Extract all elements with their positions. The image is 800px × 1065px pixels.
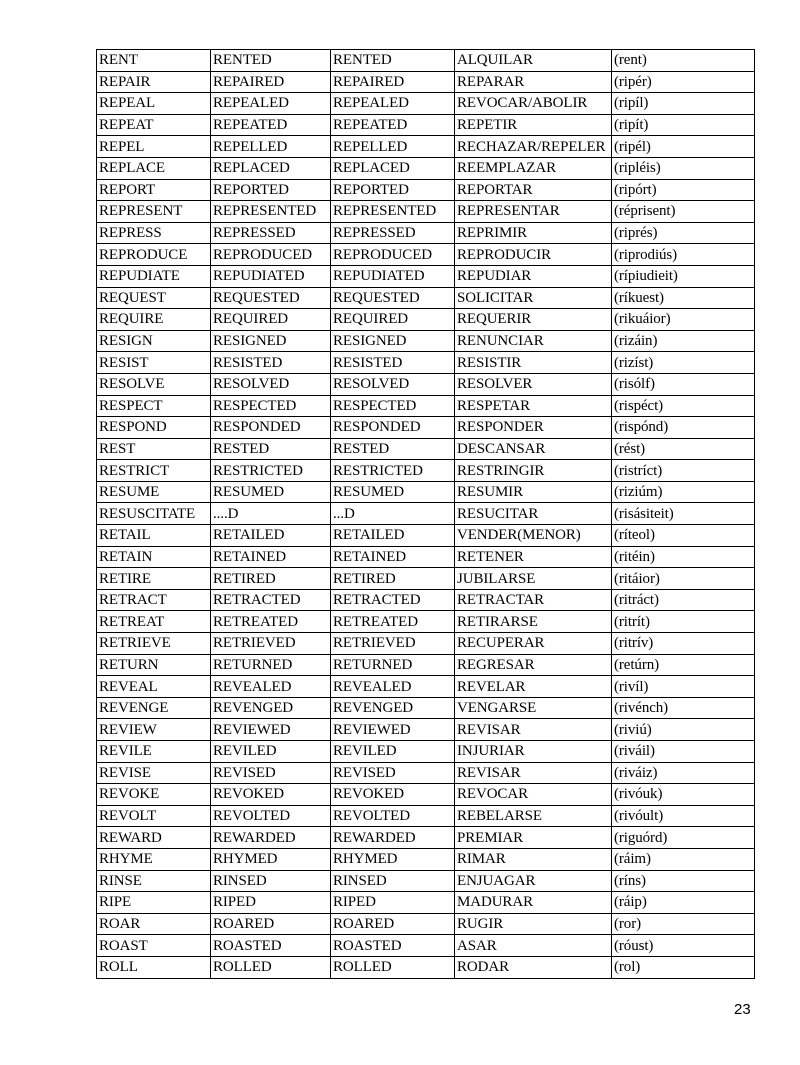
participle-cell: REPAIRED xyxy=(331,71,455,93)
table-row xyxy=(97,568,755,590)
past-cell: ....D xyxy=(211,503,331,525)
participle-cell: REPRESENTED xyxy=(331,201,455,223)
table-row xyxy=(97,330,755,352)
translation-cell: RECHAZAR/REPELER xyxy=(455,136,612,158)
pronunciation-cell: (risásiteit) xyxy=(612,503,755,525)
table-row xyxy=(97,935,755,957)
table-row xyxy=(97,373,755,395)
participle-cell: RESISTED xyxy=(331,352,455,374)
translation-cell: ENJUAGAR xyxy=(455,870,612,892)
translation-cell: REGRESAR xyxy=(455,654,612,676)
translation-cell: RUGIR xyxy=(455,913,612,935)
table-row xyxy=(97,525,755,547)
infinitive-cell: RETIRE xyxy=(97,568,211,590)
table-row xyxy=(97,244,755,266)
table-row xyxy=(97,676,755,698)
pronunciation-cell: (ripél) xyxy=(612,136,755,158)
table-row xyxy=(97,546,755,568)
participle-cell: REVOKED xyxy=(331,784,455,806)
table-row xyxy=(97,71,755,93)
infinitive-cell: RETAIN xyxy=(97,546,211,568)
pronunciation-cell: (ripíl) xyxy=(612,93,755,115)
pronunciation-cell: (ríkuest) xyxy=(612,287,755,309)
participle-cell: REQUESTED xyxy=(331,287,455,309)
translation-cell: REVISAR xyxy=(455,762,612,784)
participle-cell: RIPED xyxy=(331,892,455,914)
participle-cell: REVOLTED xyxy=(331,805,455,827)
pronunciation-cell: (ráim) xyxy=(612,848,755,870)
participle-cell: REPUDIATED xyxy=(331,265,455,287)
translation-cell: SOLICITAR xyxy=(455,287,612,309)
participle-cell: REPLACED xyxy=(331,157,455,179)
infinitive-cell: RETURN xyxy=(97,654,211,676)
infinitive-cell: ROLL xyxy=(97,956,211,978)
pronunciation-cell: (rispéct) xyxy=(612,395,755,417)
table-row xyxy=(97,892,755,914)
infinitive-cell: RESPOND xyxy=(97,417,211,439)
infinitive-cell: REVOLT xyxy=(97,805,211,827)
infinitive-cell: REVENGE xyxy=(97,697,211,719)
infinitive-cell: REPRODUCE xyxy=(97,244,211,266)
pronunciation-cell: (rést) xyxy=(612,438,755,460)
translation-cell: REPRIMIR xyxy=(455,222,612,244)
infinitive-cell: RINSE xyxy=(97,870,211,892)
participle-cell: REPEALED xyxy=(331,93,455,115)
infinitive-cell: REPRESENT xyxy=(97,201,211,223)
past-cell: RESOLVED xyxy=(211,373,331,395)
participle-cell: RINSED xyxy=(331,870,455,892)
past-cell: REVISED xyxy=(211,762,331,784)
infinitive-cell: RESIGN xyxy=(97,330,211,352)
pronunciation-cell: (rípiudieit) xyxy=(612,265,755,287)
table-row xyxy=(97,93,755,115)
pronunciation-cell: (rol) xyxy=(612,956,755,978)
table-row xyxy=(97,460,755,482)
translation-cell: RESPONDER xyxy=(455,417,612,439)
participle-cell: ROASTED xyxy=(331,935,455,957)
table-row xyxy=(97,805,755,827)
past-cell: REPAIRED xyxy=(211,71,331,93)
translation-cell: RODAR xyxy=(455,956,612,978)
pronunciation-cell: (ror) xyxy=(612,913,755,935)
table-row xyxy=(97,611,755,633)
pronunciation-cell: (rizáin) xyxy=(612,330,755,352)
participle-cell: RETRACTED xyxy=(331,589,455,611)
translation-cell: VENDER(MENOR) xyxy=(455,525,612,547)
participle-cell: RETAILED xyxy=(331,525,455,547)
pronunciation-cell: (róust) xyxy=(612,935,755,957)
participle-cell: REPRESSED xyxy=(331,222,455,244)
table-row xyxy=(97,913,755,935)
table-row xyxy=(97,848,755,870)
past-cell: REQUIRED xyxy=(211,309,331,331)
participle-cell: RESIGNED xyxy=(331,330,455,352)
pronunciation-cell: (rent) xyxy=(612,50,755,72)
past-cell: REPUDIATED xyxy=(211,265,331,287)
past-cell: RESUMED xyxy=(211,481,331,503)
infinitive-cell: REPLACE xyxy=(97,157,211,179)
participle-cell: REQUIRED xyxy=(331,309,455,331)
participle-cell: REPELLED xyxy=(331,136,455,158)
participle-cell: REPRODUCED xyxy=(331,244,455,266)
past-cell: REVOLTED xyxy=(211,805,331,827)
past-cell: REVIEWED xyxy=(211,719,331,741)
participle-cell: REPEATED xyxy=(331,114,455,136)
infinitive-cell: REPEL xyxy=(97,136,211,158)
pronunciation-cell: (rispónd) xyxy=(612,417,755,439)
table-row xyxy=(97,719,755,741)
pronunciation-cell: (rizíst) xyxy=(612,352,755,374)
participle-cell: REWARDED xyxy=(331,827,455,849)
table-row xyxy=(97,395,755,417)
participle-cell: RESPONDED xyxy=(331,417,455,439)
table-row xyxy=(97,309,755,331)
infinitive-cell: RETREAT xyxy=(97,611,211,633)
table-row xyxy=(97,114,755,136)
table-row xyxy=(97,654,755,676)
translation-cell: MADURAR xyxy=(455,892,612,914)
infinitive-cell: RESUSCITATE xyxy=(97,503,211,525)
past-cell: REPLACED xyxy=(211,157,331,179)
table-row xyxy=(97,136,755,158)
translation-cell: RETRACTAR xyxy=(455,589,612,611)
pronunciation-cell: (réprisent) xyxy=(612,201,755,223)
table-row xyxy=(97,201,755,223)
infinitive-cell: RESOLVE xyxy=(97,373,211,395)
participle-cell: RETREATED xyxy=(331,611,455,633)
infinitive-cell: REST xyxy=(97,438,211,460)
past-cell: RHYMED xyxy=(211,848,331,870)
translation-cell: REVOCAR/ABOLIR xyxy=(455,93,612,115)
participle-cell: REVENGED xyxy=(331,697,455,719)
infinitive-cell: REWARD xyxy=(97,827,211,849)
participle-cell: RESOLVED xyxy=(331,373,455,395)
table-row xyxy=(97,287,755,309)
infinitive-cell: RETRACT xyxy=(97,589,211,611)
participle-cell: RETURNED xyxy=(331,654,455,676)
translation-cell: REBELARSE xyxy=(455,805,612,827)
table-row xyxy=(97,265,755,287)
past-cell: REVOKED xyxy=(211,784,331,806)
pronunciation-cell: (ristríct) xyxy=(612,460,755,482)
translation-cell: INJURIAR xyxy=(455,741,612,763)
infinitive-cell: RENT xyxy=(97,50,211,72)
translation-cell: RESUMIR xyxy=(455,481,612,503)
translation-cell: REVISAR xyxy=(455,719,612,741)
table-row xyxy=(97,481,755,503)
pronunciation-cell: (ritéin) xyxy=(612,546,755,568)
infinitive-cell: REPRESS xyxy=(97,222,211,244)
table-row xyxy=(97,417,755,439)
table-row xyxy=(97,179,755,201)
past-cell: RETAILED xyxy=(211,525,331,547)
past-cell: REPEALED xyxy=(211,93,331,115)
translation-cell: REPORTAR xyxy=(455,179,612,201)
pronunciation-cell: (ripórt) xyxy=(612,179,755,201)
translation-cell: REPUDIAR xyxy=(455,265,612,287)
infinitive-cell: RETRIEVE xyxy=(97,633,211,655)
past-cell: RESPONDED xyxy=(211,417,331,439)
pronunciation-cell: (riguórd) xyxy=(612,827,755,849)
past-cell: REPRODUCED xyxy=(211,244,331,266)
participle-cell: RESUMED xyxy=(331,481,455,503)
past-cell: REPELLED xyxy=(211,136,331,158)
past-cell: RESTED xyxy=(211,438,331,460)
verb-table xyxy=(96,49,755,979)
verb-table-body xyxy=(97,50,755,979)
table-row xyxy=(97,633,755,655)
participle-cell: RENTED xyxy=(331,50,455,72)
translation-cell: REPARAR xyxy=(455,71,612,93)
infinitive-cell: RHYME xyxy=(97,848,211,870)
past-cell: REWARDED xyxy=(211,827,331,849)
pronunciation-cell: (risólf) xyxy=(612,373,755,395)
translation-cell: ALQUILAR xyxy=(455,50,612,72)
past-cell: RESISTED xyxy=(211,352,331,374)
infinitive-cell: REVEAL xyxy=(97,676,211,698)
infinitive-cell: REVIEW xyxy=(97,719,211,741)
table-row xyxy=(97,589,755,611)
translation-cell: RESUCITAR xyxy=(455,503,612,525)
past-cell: REVENGED xyxy=(211,697,331,719)
pronunciation-cell: (ripér) xyxy=(612,71,755,93)
infinitive-cell: RESUME xyxy=(97,481,211,503)
past-cell: REPEATED xyxy=(211,114,331,136)
infinitive-cell: REPAIR xyxy=(97,71,211,93)
pronunciation-cell: (ripít) xyxy=(612,114,755,136)
participle-cell: REVISED xyxy=(331,762,455,784)
pronunciation-cell: (retúrn) xyxy=(612,654,755,676)
translation-cell: RETENER xyxy=(455,546,612,568)
past-cell: REPRESSED xyxy=(211,222,331,244)
participle-cell: RETAINED xyxy=(331,546,455,568)
pronunciation-cell: (riprés) xyxy=(612,222,755,244)
translation-cell: ASAR xyxy=(455,935,612,957)
translation-cell: RECUPERAR xyxy=(455,633,612,655)
participle-cell: REVILED xyxy=(331,741,455,763)
translation-cell: RESPETAR xyxy=(455,395,612,417)
past-cell: RENTED xyxy=(211,50,331,72)
past-cell: ROASTED xyxy=(211,935,331,957)
translation-cell: REVOCAR xyxy=(455,784,612,806)
table-row xyxy=(97,352,755,374)
pronunciation-cell: (riváil) xyxy=(612,741,755,763)
translation-cell: DESCANSAR xyxy=(455,438,612,460)
participle-cell: RESTED xyxy=(331,438,455,460)
translation-cell: REPRESENTAR xyxy=(455,201,612,223)
pronunciation-cell: (rivíl) xyxy=(612,676,755,698)
infinitive-cell: RESIST xyxy=(97,352,211,374)
past-cell: REVILED xyxy=(211,741,331,763)
participle-cell: REVIEWED xyxy=(331,719,455,741)
pronunciation-cell: (ritáior) xyxy=(612,568,755,590)
pronunciation-cell: (ríns) xyxy=(612,870,755,892)
pronunciation-cell: (ritrít) xyxy=(612,611,755,633)
translation-cell: REPETIR xyxy=(455,114,612,136)
past-cell: REPORTED xyxy=(211,179,331,201)
infinitive-cell: REQUIRE xyxy=(97,309,211,331)
pronunciation-cell: (riziúm) xyxy=(612,481,755,503)
table-row xyxy=(97,827,755,849)
infinitive-cell: RESTRICT xyxy=(97,460,211,482)
pronunciation-cell: (ritrív) xyxy=(612,633,755,655)
participle-cell: RESTRICTED xyxy=(331,460,455,482)
participle-cell: REVEALED xyxy=(331,676,455,698)
infinitive-cell: REPEAT xyxy=(97,114,211,136)
past-cell: RETREATED xyxy=(211,611,331,633)
past-cell: RINSED xyxy=(211,870,331,892)
table-row xyxy=(97,503,755,525)
past-cell: RETURNED xyxy=(211,654,331,676)
translation-cell: VENGARSE xyxy=(455,697,612,719)
infinitive-cell: REVISE xyxy=(97,762,211,784)
past-cell: RESIGNED xyxy=(211,330,331,352)
past-cell: REQUESTED xyxy=(211,287,331,309)
translation-cell: RESTRINGIR xyxy=(455,460,612,482)
infinitive-cell: REVOKE xyxy=(97,784,211,806)
participle-cell: REPORTED xyxy=(331,179,455,201)
translation-cell: REEMPLAZAR xyxy=(455,157,612,179)
participle-cell: RETIRED xyxy=(331,568,455,590)
pronunciation-cell: (ripléis) xyxy=(612,157,755,179)
table-row xyxy=(97,157,755,179)
infinitive-cell: REPEAL xyxy=(97,93,211,115)
infinitive-cell: REVILE xyxy=(97,741,211,763)
participle-cell: RHYMED xyxy=(331,848,455,870)
past-cell: REVEALED xyxy=(211,676,331,698)
table-row xyxy=(97,222,755,244)
infinitive-cell: ROAR xyxy=(97,913,211,935)
past-cell: RETAINED xyxy=(211,546,331,568)
past-cell: RIPED xyxy=(211,892,331,914)
translation-cell: RETIRARSE xyxy=(455,611,612,633)
infinitive-cell: RESPECT xyxy=(97,395,211,417)
translation-cell: RESOLVER xyxy=(455,373,612,395)
translation-cell: RESISTIR xyxy=(455,352,612,374)
pronunciation-cell: (ráip) xyxy=(612,892,755,914)
translation-cell: RIMAR xyxy=(455,848,612,870)
table-row xyxy=(97,741,755,763)
pronunciation-cell: (ritráct) xyxy=(612,589,755,611)
pronunciation-cell: (riprodiús) xyxy=(612,244,755,266)
past-cell: RETRACTED xyxy=(211,589,331,611)
infinitive-cell: RETAIL xyxy=(97,525,211,547)
past-cell: RESPECTED xyxy=(211,395,331,417)
infinitive-cell: ROAST xyxy=(97,935,211,957)
infinitive-cell: REPORT xyxy=(97,179,211,201)
infinitive-cell: RIPE xyxy=(97,892,211,914)
translation-cell: REVELAR xyxy=(455,676,612,698)
translation-cell: PREMIAR xyxy=(455,827,612,849)
participle-cell: ROLLED xyxy=(331,956,455,978)
pronunciation-cell: (rivénch) xyxy=(612,697,755,719)
translation-cell: RENUNCIAR xyxy=(455,330,612,352)
translation-cell: JUBILARSE xyxy=(455,568,612,590)
past-cell: RESTRICTED xyxy=(211,460,331,482)
pronunciation-cell: (riviú) xyxy=(612,719,755,741)
table-row xyxy=(97,870,755,892)
table-row xyxy=(97,697,755,719)
table-row xyxy=(97,784,755,806)
pronunciation-cell: (rikuáior) xyxy=(612,309,755,331)
participle-cell: RETRIEVED xyxy=(331,633,455,655)
past-cell: RETRIEVED xyxy=(211,633,331,655)
page-number: 23 xyxy=(734,1001,751,1018)
past-cell: REPRESENTED xyxy=(211,201,331,223)
table-row xyxy=(97,762,755,784)
translation-cell: REQUERIR xyxy=(455,309,612,331)
pronunciation-cell: (riváiz) xyxy=(612,762,755,784)
pronunciation-cell: (rivóuk) xyxy=(612,784,755,806)
table-row xyxy=(97,50,755,72)
infinitive-cell: REPUDIATE xyxy=(97,265,211,287)
table-row xyxy=(97,438,755,460)
pronunciation-cell: (rivóult) xyxy=(612,805,755,827)
participle-cell: RESPECTED xyxy=(331,395,455,417)
past-cell: RETIRED xyxy=(211,568,331,590)
translation-cell: REPRODUCIR xyxy=(455,244,612,266)
past-cell: ROLLED xyxy=(211,956,331,978)
infinitive-cell: REQUEST xyxy=(97,287,211,309)
participle-cell: ROARED xyxy=(331,913,455,935)
table-row xyxy=(97,956,755,978)
pronunciation-cell: (ríteol) xyxy=(612,525,755,547)
participle-cell: ...D xyxy=(331,503,455,525)
past-cell: ROARED xyxy=(211,913,331,935)
